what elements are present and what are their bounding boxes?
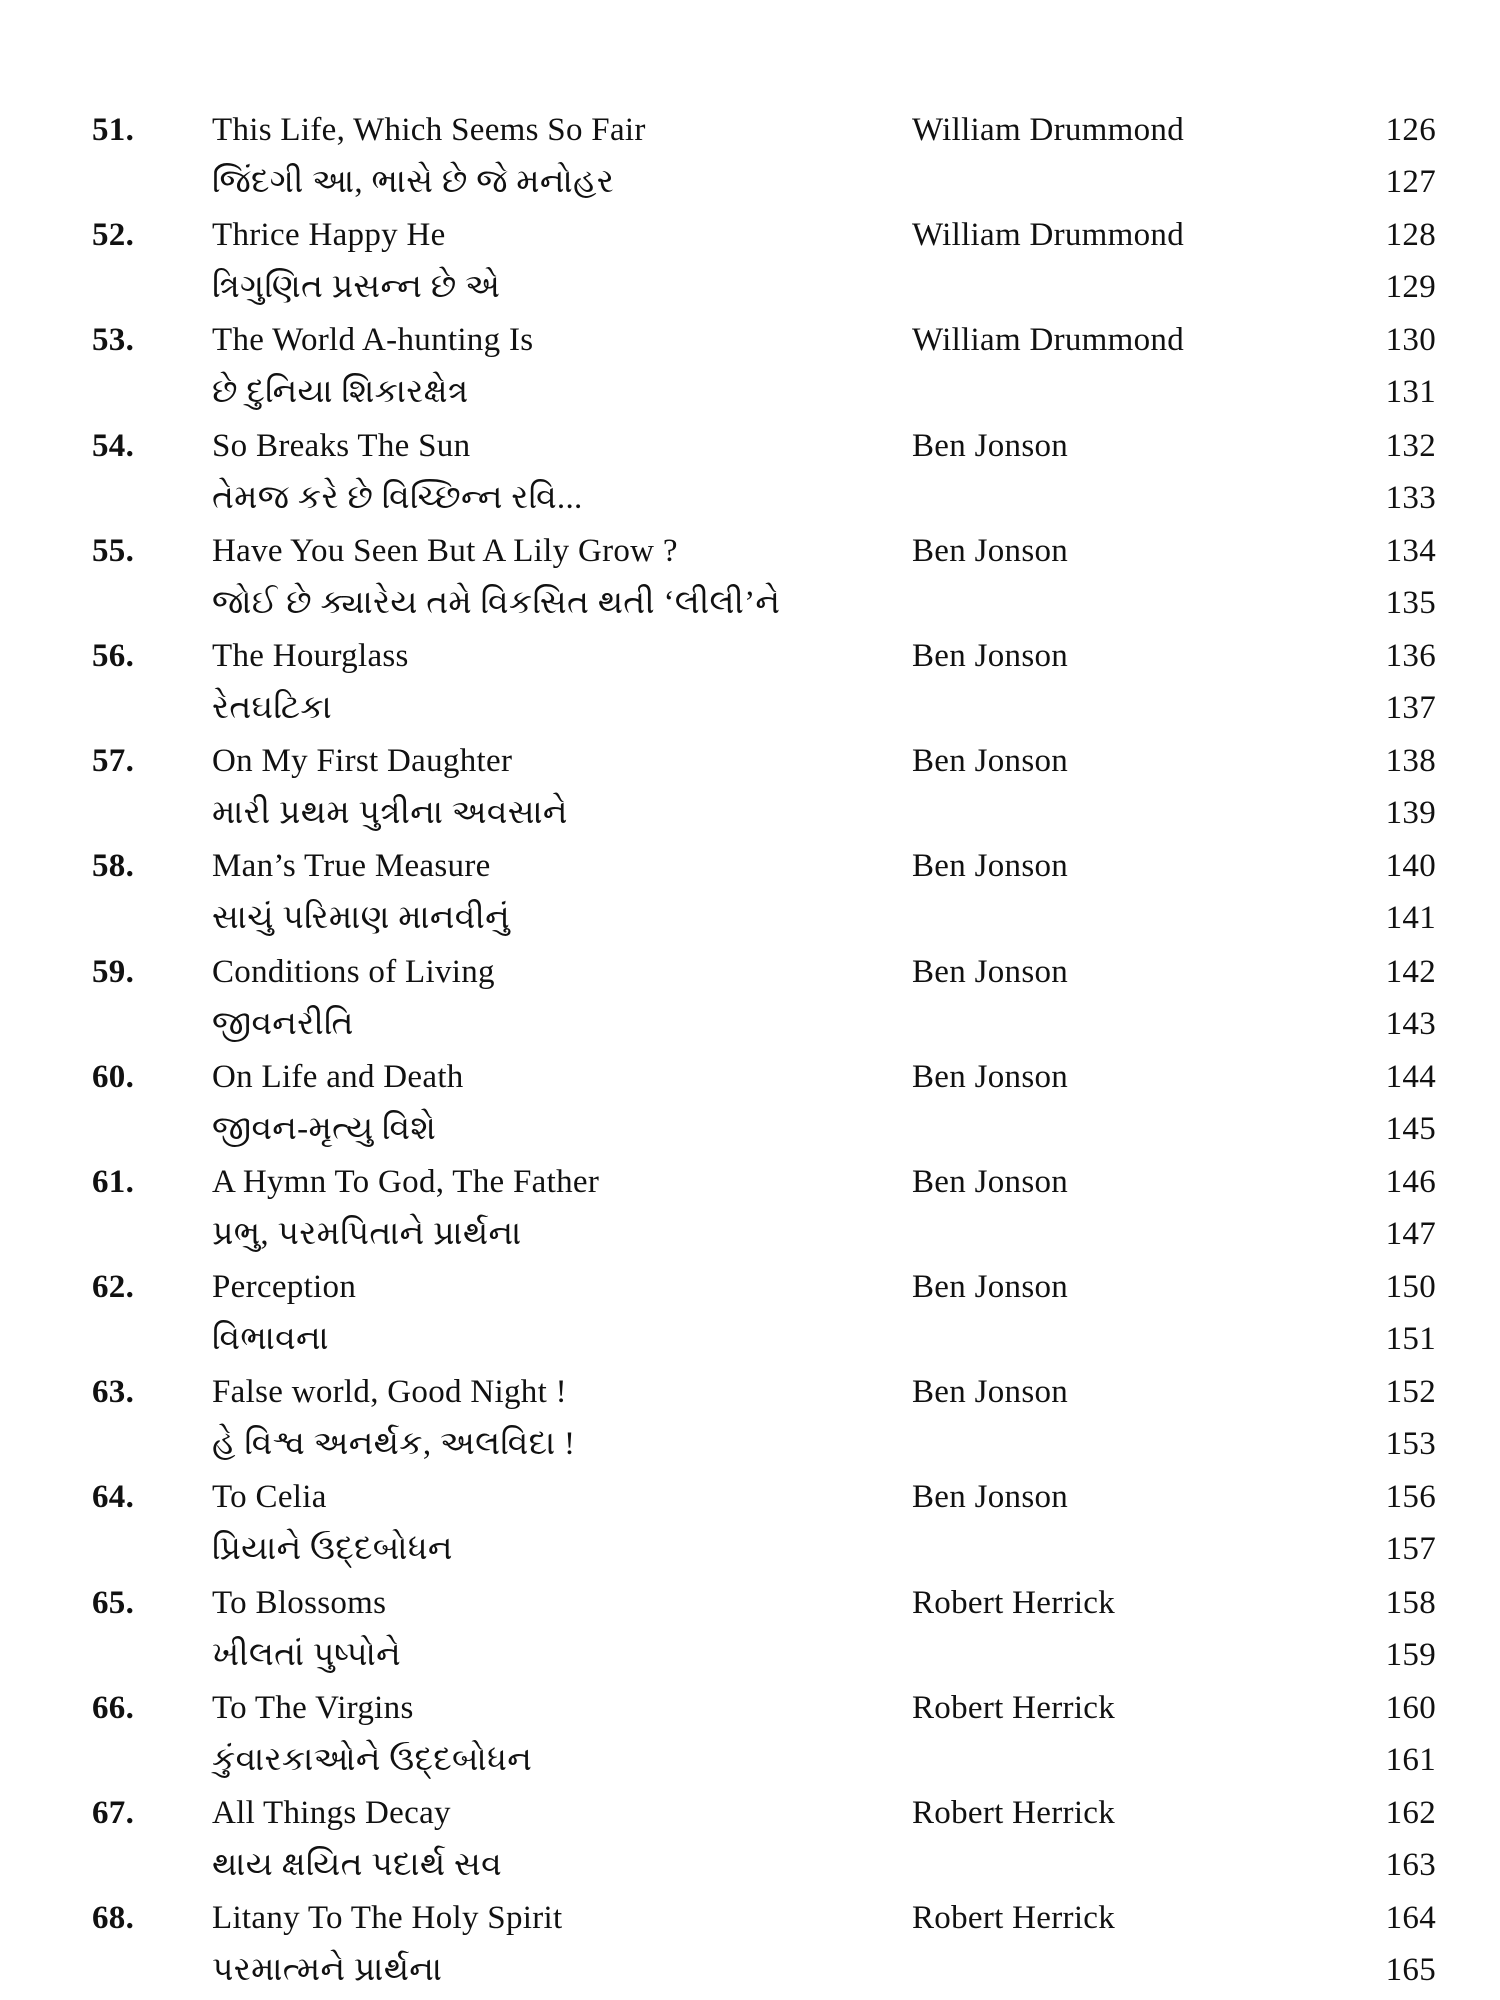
toc-entry — [0, 1787, 1500, 1892]
english-line — [0, 1471, 1500, 1523]
poem-author: Ben Jonson — [912, 1269, 1069, 1306]
gujarati-page-number: 151 — [1385, 1321, 1436, 1358]
page-number: 130 — [1385, 322, 1436, 359]
english-line — [0, 525, 1500, 577]
page-number: 136 — [1385, 637, 1436, 674]
page-number: 164 — [1385, 1900, 1436, 1937]
poem-author: Ben Jonson — [912, 1479, 1069, 1516]
poem-author: Robert Herrick — [912, 1584, 1116, 1621]
gujarati-line — [0, 682, 1500, 734]
gujarati-line — [0, 1734, 1500, 1786]
table-of-contents — [0, 104, 1500, 1997]
page-number: 150 — [1385, 1269, 1436, 1306]
gujarati-page-number: 147 — [1385, 1215, 1436, 1252]
toc-entry — [0, 735, 1500, 840]
gujarati-line — [0, 1208, 1500, 1260]
gujarati-line — [0, 1944, 1500, 1996]
toc-entry — [0, 840, 1500, 945]
poem-title: Have You Seen But A Lily Grow ? — [212, 532, 678, 569]
gujarati-line — [0, 472, 1500, 524]
english-line — [0, 1156, 1500, 1208]
poem-author: Ben Jonson — [912, 953, 1069, 990]
entry-number: 68. — [92, 1900, 135, 1937]
entry-number: 57. — [92, 743, 135, 780]
poem-title: False world, Good Night ! — [212, 1374, 567, 1411]
page-number: 156 — [1385, 1479, 1436, 1516]
page-number: 144 — [1385, 1058, 1436, 1095]
gujarati-page-number: 157 — [1385, 1531, 1436, 1568]
gujarati-page-number: 161 — [1385, 1741, 1436, 1778]
gujarati-line — [0, 1313, 1500, 1365]
gujarati-line — [0, 1523, 1500, 1575]
entry-number: 59. — [92, 953, 135, 990]
entry-number: 63. — [92, 1374, 135, 1411]
page-number: 142 — [1385, 953, 1436, 990]
entry-number: 55. — [92, 532, 135, 569]
gujarati-line — [0, 366, 1500, 418]
page-number: 128 — [1385, 217, 1436, 254]
english-line — [0, 1261, 1500, 1313]
toc-entry — [0, 1577, 1500, 1682]
english-line — [0, 840, 1500, 892]
toc-entry — [0, 1261, 1500, 1366]
page-number: 140 — [1385, 848, 1436, 885]
toc-entry — [0, 420, 1500, 525]
poem-author: Ben Jonson — [912, 848, 1069, 885]
entry-number: 67. — [92, 1795, 135, 1831]
english-line — [0, 420, 1500, 472]
gujarati-title: તેમજ કરે છે વિચ્છિન્ન રવિ... — [212, 479, 583, 516]
gujarati-line — [0, 1103, 1500, 1155]
gujarati-page-number: 129 — [1385, 269, 1436, 306]
english-line — [0, 1366, 1500, 1418]
gujarati-title: સાચું પરિમાણ માનવીનું — [212, 900, 510, 937]
poem-author: Ben Jonson — [912, 1374, 1069, 1411]
poem-title: Thrice Happy He — [212, 217, 446, 254]
entry-number: 52. — [92, 217, 135, 254]
gujarati-title: પ્રભુ, પરમપિતાને પ્રાર્થના — [212, 1215, 522, 1252]
poem-title: On Life and Death — [212, 1058, 464, 1095]
gujarati-title: રેતઘટિકા — [212, 689, 333, 726]
english-line — [0, 1051, 1500, 1103]
toc-entry — [0, 1051, 1500, 1156]
gujarati-title: કુંવારકાઓને ઉદ્દબોધન — [212, 1741, 533, 1778]
gujarati-page-number: 163 — [1385, 1847, 1436, 1883]
poem-title: Litany To The Holy Spirit — [212, 1900, 563, 1937]
toc-entry — [0, 1156, 1500, 1261]
english-line — [0, 1577, 1500, 1629]
poem-author: William Drummond — [912, 112, 1185, 148]
gujarati-title: જિંદગી આ, ભાસે છે જે મનોહર — [212, 164, 615, 200]
entry-number: 54. — [92, 427, 135, 464]
entry-number: 64. — [92, 1479, 135, 1516]
poem-author: Ben Jonson — [912, 743, 1069, 780]
gujarati-title: વિભાવના — [212, 1321, 329, 1358]
gujarati-page-number: 127 — [1385, 164, 1436, 200]
english-line — [0, 314, 1500, 366]
poem-author: Ben Jonson — [912, 427, 1069, 464]
gujarati-page-number: 131 — [1385, 374, 1436, 411]
page-number: 158 — [1385, 1584, 1436, 1621]
english-line — [0, 1682, 1500, 1734]
entry-number: 60. — [92, 1058, 135, 1095]
gujarati-line — [0, 261, 1500, 313]
page-number: 126 — [1385, 112, 1436, 148]
page-number: 138 — [1385, 743, 1436, 780]
gujarati-page-number: 133 — [1385, 479, 1436, 516]
toc-entry — [0, 946, 1500, 1051]
toc-entry — [0, 630, 1500, 735]
english-line — [0, 735, 1500, 787]
toc-entry — [0, 104, 1500, 209]
toc-entry — [0, 1471, 1500, 1576]
toc-entry — [0, 209, 1500, 314]
gujarati-line — [0, 787, 1500, 839]
poem-title: All Things Decay — [212, 1795, 451, 1831]
gujarati-page-number: 145 — [1385, 1110, 1436, 1147]
poem-author: Robert Herrick — [912, 1689, 1116, 1726]
gujarati-title: પ્રિયાને ઉદ્દબોધન — [212, 1531, 453, 1568]
entry-number: 51. — [92, 112, 135, 148]
gujarati-title: જોઈ છે ક્યારેય તમે વિકસિત થતી ‘લીલી’ને — [212, 584, 781, 621]
poem-title: To Celia — [212, 1479, 327, 1516]
gujarati-title: મારી પ્રથમ પુત્રીના અવસાને — [212, 795, 568, 832]
entry-number: 56. — [92, 637, 135, 674]
entry-number: 53. — [92, 322, 135, 359]
poem-author: William Drummond — [912, 322, 1185, 359]
gujarati-page-number: 159 — [1385, 1636, 1436, 1673]
gujarati-page-number: 139 — [1385, 795, 1436, 832]
english-line — [0, 209, 1500, 261]
toc-entry — [0, 1892, 1500, 1997]
gujarati-page-number: 165 — [1385, 1952, 1436, 1989]
english-line — [0, 630, 1500, 682]
toc-entry — [0, 525, 1500, 630]
toc-entry — [0, 314, 1500, 419]
poem-title: The World A-hunting Is — [212, 322, 534, 359]
gujarati-line — [0, 577, 1500, 629]
poem-author: Ben Jonson — [912, 637, 1069, 674]
toc-entry — [0, 1682, 1500, 1787]
gujarati-page-number: 143 — [1385, 1005, 1436, 1042]
gujarati-line — [0, 1629, 1500, 1681]
gujarati-title: છે દુનિયા શિકારક્ષેત્ર — [212, 374, 469, 411]
gujarati-title: ખીલતાં પુષ્પોને — [212, 1636, 402, 1673]
entry-number: 62. — [92, 1269, 135, 1306]
poem-author: Robert Herrick — [912, 1900, 1116, 1937]
entry-number: 66. — [92, 1689, 135, 1726]
poem-title: On My First Daughter — [212, 743, 513, 780]
poem-title: The Hourglass — [212, 637, 409, 674]
gujarati-page-number: 153 — [1385, 1426, 1436, 1463]
poem-title: So Breaks The Sun — [212, 427, 471, 464]
gujarati-line — [0, 998, 1500, 1050]
entry-number: 65. — [92, 1584, 135, 1621]
poem-title: To Blossoms — [212, 1584, 387, 1621]
gujarati-line — [0, 1418, 1500, 1470]
poem-title: A Hymn To God, The Father — [212, 1163, 600, 1200]
gujarati-title: પરમાત્મને પ્રાર્થના — [212, 1952, 443, 1989]
english-line — [0, 946, 1500, 998]
gujarati-title: જીવન-મૃત્યુ વિશે — [212, 1110, 437, 1147]
english-line — [0, 104, 1500, 156]
gujarati-page-number: 141 — [1385, 900, 1436, 937]
english-line — [0, 1892, 1500, 1944]
entry-number: 61. — [92, 1163, 135, 1200]
page-number: 132 — [1385, 427, 1436, 464]
gujarati-page-number: 137 — [1385, 689, 1436, 726]
entry-number: 58. — [92, 848, 135, 885]
page-number: 160 — [1385, 1689, 1436, 1726]
toc-entry — [0, 1366, 1500, 1471]
gujarati-line — [0, 892, 1500, 944]
poem-author: William Drummond — [912, 217, 1185, 254]
gujarati-title: થાય ક્ષયિત પદાર્થ સવ — [212, 1847, 502, 1883]
gujarati-title: ત્રિગુણિત પ્રસન્ન છે એ — [212, 269, 501, 306]
page-number: 134 — [1385, 532, 1436, 569]
poem-author: Ben Jonson — [912, 1058, 1069, 1095]
page-number: 146 — [1385, 1163, 1436, 1200]
gujarati-page-number: 135 — [1385, 584, 1436, 621]
gujarati-title: જીવનરીતિ — [212, 1005, 354, 1042]
poem-author: Ben Jonson — [912, 532, 1069, 569]
poem-author: Robert Herrick — [912, 1795, 1116, 1831]
poem-author: Ben Jonson — [912, 1163, 1069, 1200]
poem-title: Conditions of Living — [212, 953, 495, 990]
gujarati-title: હે વિશ્વ અનર્થક, અલવિદા ! — [212, 1426, 576, 1463]
page-number: 162 — [1385, 1795, 1436, 1831]
poem-title: Perception — [212, 1269, 357, 1306]
gujarati-line — [0, 1839, 1500, 1891]
gujarati-line — [0, 156, 1500, 208]
page-number: 152 — [1385, 1374, 1436, 1411]
poem-title: To The Virgins — [212, 1689, 414, 1726]
poem-title: Man’s True Measure — [212, 848, 491, 885]
poem-title: This Life, Which Seems So Fair — [212, 112, 646, 148]
english-line — [0, 1787, 1500, 1839]
